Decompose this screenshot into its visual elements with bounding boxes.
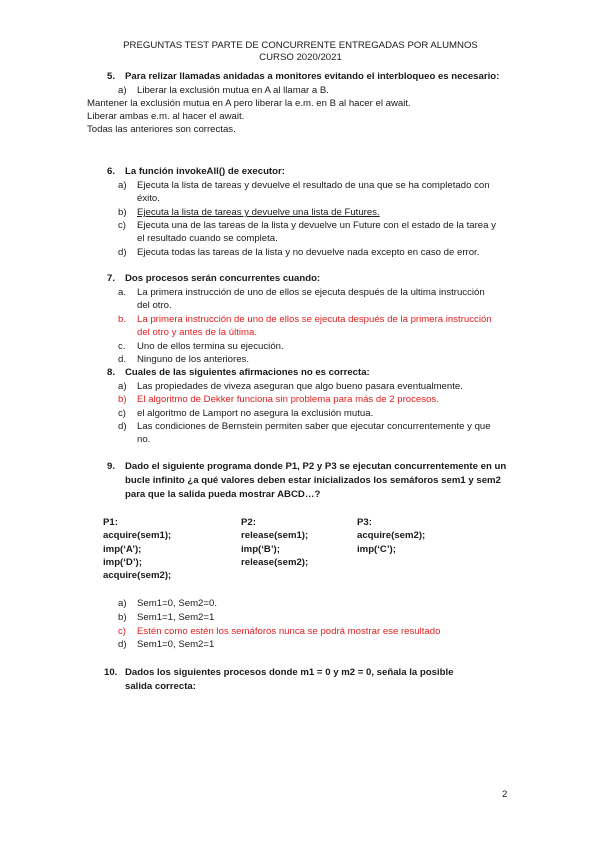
q8-question: Cuales de las siguientes afirmaciones no es correcta: bbox=[125, 367, 370, 378]
q5-option-a-label: a) bbox=[118, 85, 127, 96]
q9-p3-line2: imp(‘C’); bbox=[357, 544, 396, 555]
q6-question: La función invokeAll() de executor: bbox=[125, 166, 285, 177]
q9-p2-title: P2: bbox=[241, 517, 256, 528]
q9-question-line3: para que la salida pueda mostrar ABCD…? bbox=[125, 489, 321, 500]
q8-option-a-label: a) bbox=[118, 381, 127, 392]
q9-p3-title: P3: bbox=[357, 517, 372, 528]
q7-option-a-cont: del otro. bbox=[137, 300, 172, 311]
q8-option-d-cont: no. bbox=[137, 434, 151, 445]
q5-option-c: Liberar ambas e.m. al hacer el await. bbox=[87, 111, 245, 122]
q7-option-a: La primera instrucción de uno de ellos se ejecuta después de la ultima instrucción bbox=[137, 287, 485, 298]
q7-option-a-label: a. bbox=[118, 287, 127, 298]
q6-option-c-cont: el resultado cuando se completa. bbox=[137, 233, 278, 244]
q9-option-a: Sem1=0, Sem2=0. bbox=[137, 598, 217, 609]
q9-p1-line4: acquire(sem2); bbox=[103, 570, 172, 581]
q9-question-line2: bucle infinito ¿a qué valores deben estar inicializados los semáforos sem1 y sem2 bbox=[125, 475, 501, 486]
q5-option-b: Mantener la exclusión mutua en A pero liberar la e.m. en B al hacer el await. bbox=[87, 98, 411, 109]
q10-question-line2: salida correcta: bbox=[125, 681, 196, 692]
q8-number: 8. bbox=[107, 367, 116, 378]
q8-option-d: Las condiciones de Bernstein permiten saber que ejecutar concurrentemente y que bbox=[137, 421, 491, 432]
q6-option-b: Ejecuta la lista de tareas y devuelve una lista de Futures. bbox=[137, 207, 380, 218]
q7-option-d-label: d. bbox=[118, 354, 127, 365]
q7-option-b-correct: La primera instrucción de uno de ellos se ejecuta después de la primera instrucción bbox=[137, 314, 492, 325]
q9-option-c-label: c) bbox=[118, 626, 126, 637]
q9-option-a-label: a) bbox=[118, 598, 127, 609]
header-course: CURSO 2020/2021 bbox=[259, 52, 342, 63]
q6-option-a: Ejecuta la lista de tareas y devuelve el resultado de una que se ha completado con bbox=[137, 180, 490, 191]
q9-p2-line1: release(sem1); bbox=[241, 530, 309, 541]
q7-option-b-label: b. bbox=[118, 314, 127, 325]
q5-option-a: Liberar la exclusión mutua en A al llamar a B. bbox=[137, 85, 329, 96]
q6-option-a-cont: éxito. bbox=[137, 193, 160, 204]
q5-number: 5. bbox=[107, 71, 116, 82]
q9-option-b: Sem1=1, Sem2=1 bbox=[137, 612, 215, 623]
q6-option-c-label: c) bbox=[118, 220, 126, 231]
q6-option-c: Ejecuta una de las tareas de la lista y devuelve un Future con el estado de la tarea y bbox=[137, 220, 496, 231]
q7-question: Dos procesos serán concurrentes cuando: bbox=[125, 273, 321, 284]
q8-option-b-correct: El algoritmo de Dekker funciona sin problema para más de 2 procesos. bbox=[137, 394, 439, 405]
q9-p1-line3: imp(‘D’); bbox=[103, 557, 142, 568]
q9-question-line1: Dado el siguiente programa donde P1, P2 y P3 se ejecutan concurrentemente en un bbox=[125, 461, 507, 472]
q8-option-c-label: c) bbox=[118, 408, 126, 419]
q10-number: 10. bbox=[104, 667, 118, 678]
q7-number: 7. bbox=[107, 273, 116, 284]
q6-option-b-label: b) bbox=[118, 207, 127, 218]
q9-p1-title: P1: bbox=[103, 517, 118, 528]
q9-p2-line2: imp(‘B’); bbox=[241, 544, 280, 555]
q9-option-d-label: d) bbox=[118, 639, 127, 650]
q9-p1-line2: imp(‘A’); bbox=[103, 544, 142, 555]
q7-option-d: Ninguno de los anteriores. bbox=[137, 354, 249, 365]
q7-option-c-label: c. bbox=[118, 341, 126, 352]
page-number: 2 bbox=[502, 789, 508, 800]
q9-option-d: Sem1=0, Sem2=1 bbox=[137, 639, 215, 650]
q9-p1-line1: acquire(sem1); bbox=[103, 530, 172, 541]
q9-option-b-label: b) bbox=[118, 612, 127, 623]
header-title: PREGUNTAS TEST PARTE DE CONCURRENTE ENTREGADAS POR ALUMNOS bbox=[123, 40, 478, 51]
q9-p3-line1: acquire(sem2); bbox=[357, 530, 426, 541]
q8-option-d-label: d) bbox=[118, 421, 127, 432]
q8-option-b-label: b) bbox=[118, 394, 127, 405]
q9-p2-line3: release(sem2); bbox=[241, 557, 309, 568]
q8-option-a: Las propiedades de viveza aseguran que algo bueno pasara eventualmente. bbox=[137, 381, 463, 392]
q10-question-line1: Dados los siguientes procesos donde m1 = 0 y m2 = 0, señala la posible bbox=[125, 667, 454, 678]
q5-question: Para relizar llamadas anidadas a monitores evitando el interbloqueo es necesario: bbox=[125, 71, 500, 82]
q6-option-d: Ejecuta todas las tareas de la lista y no devuelve nada excepto en caso de error. bbox=[137, 247, 480, 258]
q7-option-c: Uno de ellos termina su ejecución. bbox=[137, 341, 284, 352]
q6-number: 6. bbox=[107, 166, 116, 177]
q5-option-d: Todas las anteriores son correctas. bbox=[87, 124, 236, 135]
q6-option-d-label: d) bbox=[118, 247, 127, 258]
q9-number: 9. bbox=[107, 461, 116, 472]
q9-option-c-correct: Estén como estén los semáforos nunca se podrá mostrar ese resultado bbox=[137, 626, 441, 637]
q8-option-c: el algoritmo de Lamport no asegura la exclusión mutua. bbox=[137, 408, 374, 419]
q6-option-a-label: a) bbox=[118, 180, 127, 191]
q7-option-b-cont: del otro y antes de la última. bbox=[137, 327, 257, 338]
